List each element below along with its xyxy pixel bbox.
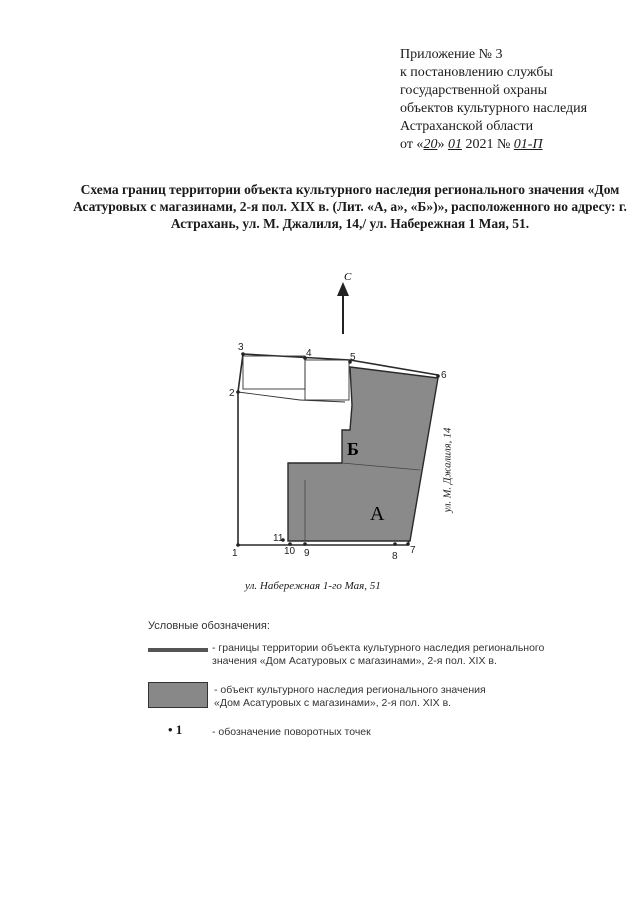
date-mid-1: » <box>437 137 448 152</box>
point-marker-1 <box>236 543 240 547</box>
point-label-1: 1 <box>232 548 238 559</box>
building-b-label: Б <box>347 439 359 459</box>
point-label-7: 7 <box>410 545 416 556</box>
heritage-object-area <box>288 367 438 541</box>
appendix-line-2: к постановлению службы <box>400 65 553 80</box>
point-label-8: 8 <box>392 551 398 562</box>
street-label-bottom: ул. Набережная 1-го Мая, 51 <box>245 580 381 592</box>
point-label-9: 9 <box>304 548 310 559</box>
legend-point-text: - обозначение поворотных точек <box>212 726 371 738</box>
date-month: 01 <box>447 137 462 152</box>
legend-boundary-text <box>212 642 544 668</box>
point-marker-9 <box>303 542 307 546</box>
turning-point-symbol: • 1 <box>168 722 183 737</box>
point-marker-8 <box>393 542 397 546</box>
point-label-3: 3 <box>238 342 244 353</box>
yard-structure <box>305 360 349 400</box>
point-label-4: 4 <box>306 348 312 359</box>
point-label-2: 2 <box>229 388 235 399</box>
object-fill-symbol <box>148 682 208 708</box>
date-number: 01-П <box>513 137 543 152</box>
appendix-line-1: Приложение № 3 <box>400 47 503 62</box>
legend-object-text <box>214 684 486 710</box>
boundary-line-symbol <box>148 648 208 652</box>
point-label-5: 5 <box>350 352 356 363</box>
appendix-line-4: объектов культурного наследия <box>400 101 588 116</box>
north-label: С <box>344 271 352 283</box>
document-title: Схема границ территории объекта культурного наследия регионального значения «Дом Асатуровых с магазинами, 2-я пол. XIX в. (Лит. «А, а», «Б»)», расположенного но адресу: г. Астрахань, ул. М. Джалиля, 14,/ ул. Набережная 1 Мая, 51. <box>73 182 627 231</box>
point-label-10: 10 <box>284 546 296 557</box>
date-day: 20 <box>423 137 438 152</box>
inner-line <box>238 392 300 400</box>
north-arrow-icon <box>337 282 349 334</box>
yard-structure <box>243 356 305 389</box>
appendix-line-3: государственной охраны <box>400 83 548 98</box>
date-prefix: от « <box>400 137 424 152</box>
legend-boundary-line-1: - границы территории объекта культурного наследия регионального <box>212 642 545 654</box>
point-marker-2 <box>236 390 240 394</box>
street-label-right: ул. М. Джалиля, 14 <box>442 427 454 513</box>
date-mid-2: 2021 № <box>461 137 514 152</box>
point-marker-6 <box>436 374 440 378</box>
point-label-6: 6 <box>441 370 447 381</box>
appendix-line-5: Астраханской области <box>400 119 534 134</box>
building-a-label: А <box>370 503 385 525</box>
legend-object-line-1: - объект культурного наследия регионального значения <box>214 684 486 696</box>
legend-boundary-line-2: значения «Дом Асатуровых с магазинами», 2-я пол. XIX в. <box>212 655 497 667</box>
legend-object-line-2: «Дом Асатуровых с магазинами», 2-я пол. XIX в. <box>214 697 452 709</box>
point-label-11: 11 <box>273 533 284 544</box>
legend-heading: Условные обозначения: <box>148 620 270 632</box>
